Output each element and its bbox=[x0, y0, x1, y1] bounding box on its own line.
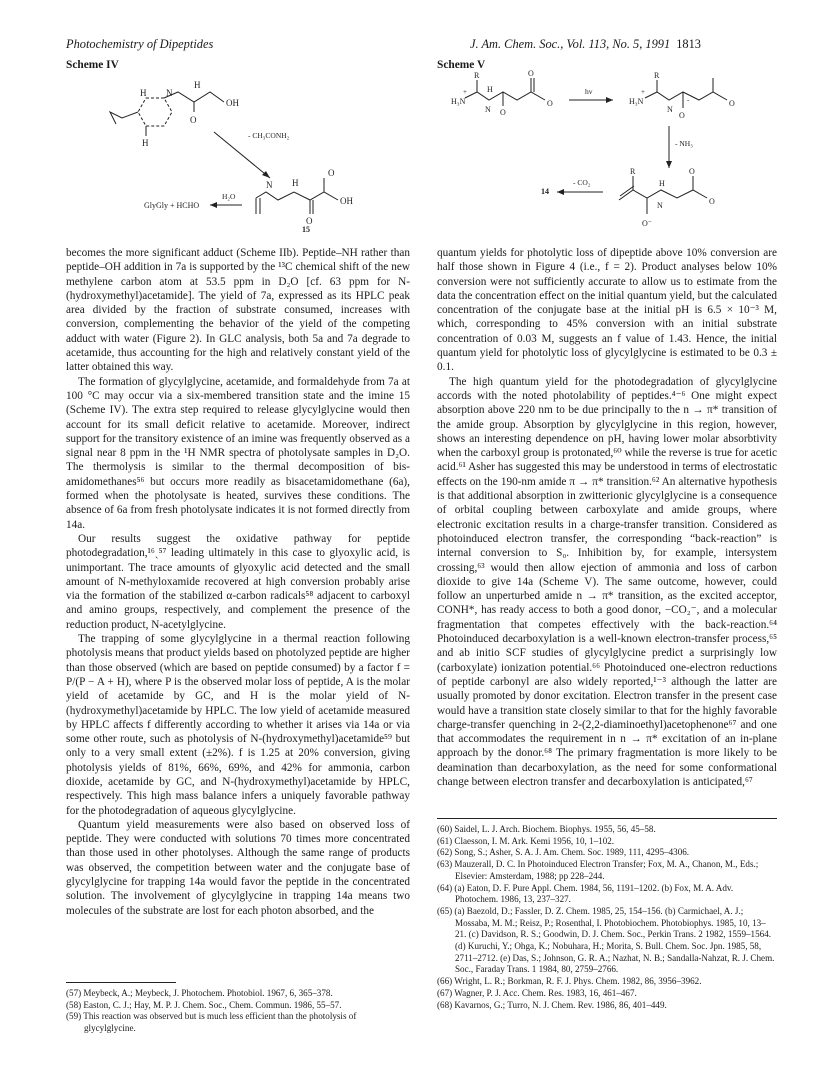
footnote-divider bbox=[66, 982, 176, 983]
intermediate-atom-n: N bbox=[667, 105, 673, 114]
ts-atom-oh: OH bbox=[226, 98, 239, 108]
reactant-atom-h: H bbox=[487, 85, 493, 94]
scheme-v-down-arrow bbox=[666, 126, 672, 168]
footnote-item: (68) Kavarnos, G.; Turro, N. J. Chem. Rev. 1986, 86, 401–449. bbox=[437, 999, 667, 1010]
scheme-v-hv-arrow bbox=[569, 97, 613, 103]
radical-atom-o: O bbox=[689, 167, 695, 176]
imine-atom-o2: O bbox=[328, 168, 335, 178]
paragraph: The high quantum yield for the photodegradation of glycylglycine accords with the noted photolability of peptides.⁴⁻⁶ One might expect absorption above 220 nm to be due principally to the n → π* transition of the amide group. Absorption by glycylglycine in this region, however, shows an interesting dependence on pH, having lower molar absorbtivity when the carboxyl group is protonated,⁶⁰ while the reverse is true for acetic acid.⁶¹ Asher has suggested this may be understood in terms of electrostatic effects on the 190-nm amide π → π* transition.⁶² An alternative hypothesis is that additional absorption in zwitterionic glycylglycine is a consequence of orbital coupling between carboxylate and amide groups, where electronic excitation results in a charge-transfer transition. Considered as photoinduced electron transfer, the corresponding “back-reaction” is internal conversion to S₀. Inhibition by, for example, intersystem crossing,⁶³ would then allow ejection of ammonia and loss of carbon dioxide to give 14a (Scheme V). The same outcome, however, could follow an unperturbed amide n → π* transition, as the excited acceptor, CONH*, has ready access to both a good donor, −CO₂⁻, and a molecular fragmentation that competes effectively with the back-reaction.⁶⁴ Photoinduced decarboxylation is a well-known electron-transfer process,⁶⁵ and ab initio SCF studies of glycylglycine predict a surprisingly low (carboxylate) ionization potential.⁶⁶ Photoinduced one-electron reductions of peptide carbonyl are also widely reported,¹⁻³ although the latter are usually promoted by donor excitation. Electron transfer in the present case would have a transition state closely similar to that for the highly favorable charge-transfer quenching in 2-(2,2-diaminoethyl)acetophenone⁶⁷ and one that accommodates the requirement in n → π* excitation of an in-plane approach by the donor.⁶⁸ The primary fragmentation is more likely to be deamination than decarboxylation, as the need for some conformational change between electron transfer and decarboxylation is anticipated,⁶⁷ bbox=[437, 375, 777, 788]
imine-atom-o: O bbox=[306, 216, 313, 226]
footnote-item: (66) Wright, L. R.; Borkman, R. F. J. Phys. Chem. 1982, 86, 3956–3962. bbox=[437, 976, 702, 987]
paragraph: The trapping of some glycylglycine in a thermal reaction following photolysis means that product yields based on photolyzed peptide are higher than those observed (which are based on peptide consumed) by a factor f = P/(P − A + H), where P is the observed molar loss of peptide, A is the molar yield of acetamide by GC, and H is the molar yield of N-(hydroxymethyl)acetamide by HPLC. The low yield of acetamide measured by HPLC affects f differently according to whether it arises via 14a or via some other route, such as photolysis of N-(hydroxymethyl)acetamide⁵⁹ but only to a very small extent (±2%). f is 1.25 at 20% conversion, giving photolysis yields of 81%, 66%, 69%, and 42% for ammonia, carbon dioxide, acetamide by GC, and N-(hydroxymethyl)acetamide by HPLC, respectively. This high mass balance infers a uniquely favorable pathway for the photodegradation of aqueous glycylglycine. bbox=[66, 633, 410, 817]
footnote-item: (62) Song, S.; Asher, S. A. J. Am. Chem. Soc. 1989, 111, 4295–4306. bbox=[437, 847, 690, 858]
reactant-atom-o: O bbox=[500, 108, 506, 117]
scheme-v-hv-label: hv bbox=[585, 87, 593, 96]
page-number: 1813 bbox=[676, 37, 701, 51]
right-footnotes bbox=[437, 824, 777, 1011]
intermediate-atom-minus: - bbox=[687, 96, 690, 104]
radical-atom-o-minus: O⁻ bbox=[642, 219, 652, 228]
running-header-title: Photochemistry of Dipeptides bbox=[66, 37, 214, 51]
left-column-body bbox=[66, 246, 410, 918]
scheme-v-co2-arrow bbox=[557, 189, 603, 195]
ts-atom-h2: H bbox=[194, 80, 201, 90]
intermediate-atom-r: R bbox=[654, 71, 660, 80]
imine-atom-h: H bbox=[292, 178, 299, 188]
footnote-item: (64) (a) Eaton, D. F. Pure Appl. Chem. 1984, 56, 1191–1202. (b) Fox, M. A. Adv. Photochem. 1986, 13, 237–327. bbox=[437, 882, 734, 905]
reactant-atom-r: R bbox=[474, 71, 480, 80]
footnote-item: (67) Wagner, P. J. Acc. Chem. Res. 1983, 16, 461–467. bbox=[437, 987, 637, 998]
scheme-v-compound-14: 14 bbox=[541, 187, 549, 196]
left-footnotes bbox=[66, 988, 410, 1035]
scheme-iv-reverse-arrow bbox=[210, 202, 242, 208]
ts-atom-n: N bbox=[166, 88, 173, 98]
scheme-v-reactant bbox=[465, 78, 545, 106]
reactant-atom-n: N bbox=[485, 105, 491, 114]
footnote-item: (59) This reaction was observed but is much less efficient than the photolysis of glycylglycine. bbox=[66, 1011, 357, 1034]
scheme-iv-product-label: GlyGly + HCHO bbox=[144, 201, 200, 210]
scheme-v-co2-label: - CO₂ bbox=[573, 178, 591, 187]
footnote-item: (58) Easton, C. J.; Hay, M. P. J. Chem. Soc., Chem. Commun. 1986, 55–57. bbox=[66, 999, 342, 1010]
journal-citation: J. Am. Chem. Soc., Vol. 113, No. 5, 1991 bbox=[470, 37, 671, 51]
radical-atom-h: H bbox=[659, 179, 665, 188]
intermediate-atom-o: O bbox=[679, 111, 685, 120]
reactant-atom-o3: O bbox=[547, 99, 553, 108]
scheme-v-title: Scheme V bbox=[437, 59, 486, 71]
footnote-item: (57) Meybeck, A.; Meybeck, J. Photochem. Photobiol. 1967, 6, 365–378. bbox=[66, 988, 333, 998]
paragraph: The formation of glycylglycine, acetamide, and formaldehyde from 7a at 100 °C may occur via a six-membered transition state and the imine 15 (Scheme IV). The extra step required to release glycylglycine would then account for its small deficit relative to acetamide. Moreover, indirect support for the transitory existence of an imine was frequently observed as a signal near 8 ppm in the ¹H NMR spectra of photolysate samples in D₂O. The thermolysis is similar to the thermal decomposition of bis-amidomethanes⁵⁶ but occurs more readily as bisacetamidomethane (6a), formed when the photolysate is heated, survives these conditions. The absence of 6a from fresh photolysate indicates it is not formed directly from 14a. bbox=[66, 375, 410, 531]
radical-atom-r: R bbox=[630, 167, 636, 176]
footnote-item: (61) Claesson, I. M. Ark. Kemi 1956, 10, 1–102. bbox=[437, 835, 615, 846]
scheme-iv-water-label: H₂O bbox=[222, 192, 236, 201]
running-header-journal bbox=[470, 37, 701, 52]
paragraph: Quantum yield measurements were also based on observed loss of peptide. They were conducted with solutions 70 times more concentrated than those used in other photolyses. Although the same range of products was observed, the competition between water and the conjugate base of glycylglycine for trapping 14a would favor the peptide in the concentrated solution. The involvement of glycylglycine in trapping 14a means two molecules of the substrate are lost for each photon absorbed, and the bbox=[66, 818, 410, 917]
scheme-iv-diagram bbox=[66, 74, 386, 234]
scheme-v-diagram bbox=[437, 68, 757, 240]
scheme-v-intermediate bbox=[645, 78, 727, 108]
ts-atom-h3: H bbox=[142, 138, 149, 148]
intermediate-atom-plus: + bbox=[641, 88, 645, 96]
ts-atom-o: O bbox=[190, 115, 197, 125]
right-column-body bbox=[437, 246, 777, 789]
reactant-atom-o2: O bbox=[528, 69, 534, 78]
footnote-item: (60) Saidel, L. J. Arch. Biochem. Biophys. 1955, 56, 45–58. bbox=[437, 824, 656, 834]
scheme-iv-loss-label: - CH₃CONH₂ bbox=[248, 131, 290, 140]
reactant-atom-plus: + bbox=[463, 88, 467, 96]
paragraph: quantum yields for photolytic loss of dipeptide above 10% conversion are half those shown in Figure 4 (i.e., f = 2). Product analyses below 10% conversion were not sufficiently accurate to allow us to estimate from the data the concentration effect on the initial quantum yield, but the calculated concentration of the conjugate base at the initial pH is 6.5 × 10⁻³ M, which, corresponding to 45% conversion with an initial substrate concentration of 0.03 M, suggests an f value of 1.43. Hence, the initial quantum yield for photolytic loss of glycylglycine is estimated to be 0.3 ± 0.1. bbox=[437, 247, 777, 374]
footnote-item: (65) (a) Baezold, D.; Fassler, D. Z. Chem. 1985, 25, 154–156. (b) Carmichael, A. J.; Mossaba, M. M.; Reisz, P.; Rosenthal, I. Photobiochem. Photobiophys. 1985, 10, 13–21. (c) Davidson, R. S.; Goodwin, D. J. Chem. Soc., Perkin Trans. 2 1982, 1559–1564. (d) Kuruchi, Y.; Ohga, K.; Nobuhara, H.; Morita, S. Bull. Chem. Soc. Jpn. 1985, 58, 2711–2712. (e) Das, S.; Johnson, G. R. A.; Nazhat, N. B.; Sandalla-Nahzat, R. J. Chem. Soc., Faraday Trans. 1 1984, 80, 2759–2766. bbox=[437, 905, 775, 975]
imine-atom-n: N bbox=[266, 180, 273, 190]
scheme-v-nh3-label: - NH₃ bbox=[675, 139, 693, 148]
scheme-iv-title: Scheme IV bbox=[66, 59, 119, 71]
intermediate-atom-h3n: H₃N bbox=[629, 97, 644, 106]
radical-atom-n: N bbox=[657, 201, 663, 210]
paragraph: Our results suggest the oxidative pathway for peptide photodegradation,¹⁶ˏ⁵⁷ leading ultimately in this case to glyoxylic acid, is unimportant. The trace amounts of glyoxylic acid detected and the small amount of N-methyloxamide recovered at high conversion probably arise via the formation of the stabilized α-carbon radicals⁵⁸ adjacent to carboxyl and amino groups, respectively, and complement the presence of the reduction product, N-acetylglycine. bbox=[66, 532, 410, 631]
intermediate-atom-o2: O bbox=[729, 99, 735, 108]
footnote-item: (63) Mauzerall, D. C. In Photoinduced Electron Transfer; Fox, M. A., Chanon, M., Eds.; Elsevier: Amsterdam, 1988; pp 228–244. bbox=[437, 859, 759, 881]
paragraph: becomes the more significant adduct (Scheme IIb). Peptide–NH rather than peptide–OH addition in 7a is supported by the ¹³C chemical shift of the new methylene carbon atom at 53.5 ppm in D₂O [cf. 63 ppm for N-(hydroxymethyl)acetamide]. The yield of 7a, expressed as its HPLC peak area divided by the fraction of substrate consumed, increases with conversion, complementing the behavior of the yield of the competing adduct with water (Figure 2). In GLC analysis, both 5a and 7a degrade to acetamide, thus accounting for the high and relatively constant yield of the latter obtained this way. bbox=[66, 247, 410, 374]
scheme-iv-transition-state bbox=[110, 92, 224, 136]
imine-compound-label: 15 bbox=[302, 225, 310, 234]
ts-atom-h: H bbox=[140, 88, 147, 98]
radical-atom-o2: O bbox=[709, 197, 715, 206]
imine-atom-oh: OH bbox=[340, 196, 353, 206]
footnote-divider bbox=[437, 818, 777, 819]
reactant-atom-h3n: H₃N bbox=[451, 97, 466, 106]
